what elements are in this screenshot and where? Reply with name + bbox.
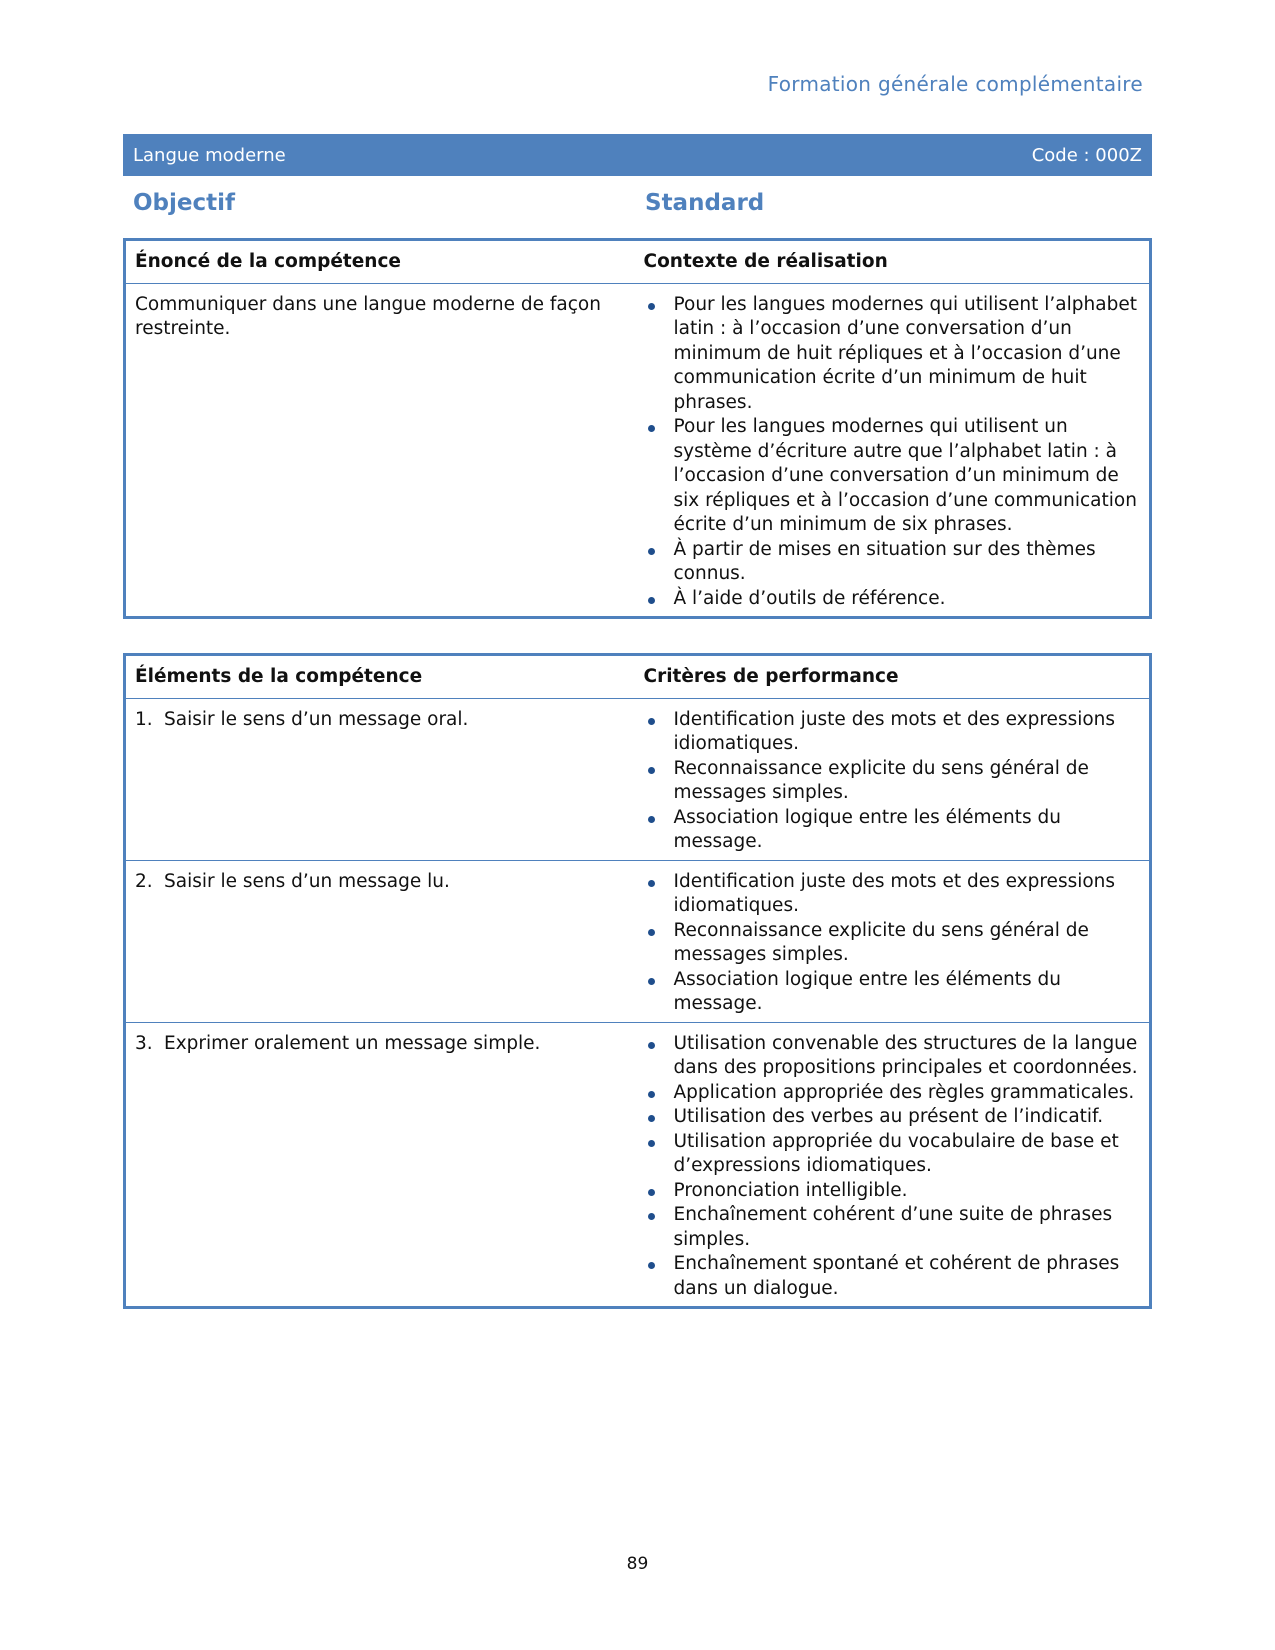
element-text: Saisir le sens d’un message oral. (164, 708, 469, 730)
bullet-icon (648, 718, 655, 725)
bullet-icon (648, 597, 655, 604)
bullet-icon (648, 929, 655, 936)
bullet-icon (648, 1140, 655, 1147)
criteria-cell (635, 1022, 1151, 1308)
competency-statement-table (123, 238, 1152, 619)
list-item: Enchaînement cohérent d’une suite de phrases simples. (644, 1203, 1141, 1252)
list-item: Utilisation appropriée du vocabulaire de base et d’expressions idiomatiques. (644, 1130, 1141, 1179)
element-number: 3. (135, 1032, 153, 1054)
element-text: Exprimer oralement un message simple. (164, 1032, 541, 1054)
standard-heading: Standard (645, 190, 765, 216)
table-row (125, 860, 1151, 1022)
bullet-icon (648, 1213, 655, 1220)
table-header-row (125, 240, 1151, 284)
element-cell (125, 698, 635, 860)
element-number: 2. (135, 870, 153, 892)
running-head: Formation générale complémentaire (767, 72, 1143, 96)
list-item: Identification juste des mots et des expressions idiomatiques. (644, 870, 1141, 919)
page-number: 89 (626, 1554, 649, 1574)
context-header: Contexte de réalisation (635, 240, 1151, 284)
list-item: Pour les langues modernes qui utilisent l’alphabet latin : à l’occasion d’une conversation d’un minimum de huit répliques et à l’occasion d’une communication écrite d’un minimum de huit phrases. (644, 293, 1141, 416)
list-item: Utilisation des verbes au présent de l’indicatif. (644, 1105, 1141, 1130)
table-row (125, 283, 1151, 618)
course-name: Langue moderne (133, 144, 286, 166)
course-title-bar (123, 134, 1152, 176)
bullet-icon (648, 1115, 655, 1122)
list-item: Pour les langues modernes qui utilisent un système d’écriture autre que l’alphabet latin : à l’occasion d’une conversation d’un minimum de six répliques et à l’occasion d’une communication écrite d’un minimum de six phrases. (644, 415, 1141, 538)
list-item: Identification juste des mots et des expressions idiomatiques. (644, 708, 1141, 757)
criteria-cell (635, 698, 1151, 860)
context-cell (635, 283, 1151, 618)
table-row (125, 698, 1151, 860)
bullet-icon (648, 978, 655, 985)
context-list (644, 293, 1141, 612)
element-number: 1. (135, 708, 153, 730)
criteria-list (644, 1032, 1141, 1302)
table-header-row (125, 655, 1151, 699)
element-text: Saisir le sens d’un message lu. (164, 870, 450, 892)
list-item: Prononciation intelligible. (644, 1179, 1141, 1204)
list-item: Reconnaissance explicite du sens général de messages simples. (644, 919, 1141, 968)
list-item: Application appropriée des règles grammaticales. (644, 1081, 1141, 1106)
table-row (125, 1022, 1151, 1308)
statement-header: Énoncé de la compétence (125, 240, 635, 284)
bullet-icon (648, 548, 655, 555)
list-item: À partir de mises en situation sur des thèmes connus. (644, 538, 1141, 587)
competency-elements-table (123, 653, 1152, 1309)
objective-heading: Objectif (133, 190, 236, 216)
criteria-list (644, 708, 1141, 855)
list-item: Enchaînement spontané et cohérent de phrases dans un dialogue. (644, 1252, 1141, 1301)
element-cell (125, 860, 635, 1022)
bullet-icon (648, 1091, 655, 1098)
criteria-header: Critères de performance (635, 655, 1151, 699)
bullet-icon (648, 425, 655, 432)
list-item: Reconnaissance explicite du sens général de messages simples. (644, 757, 1141, 806)
element-cell (125, 1022, 635, 1308)
bullet-icon (648, 303, 655, 310)
bullet-icon (648, 1189, 655, 1196)
elements-header: Éléments de la compétence (125, 655, 635, 699)
bullet-icon (648, 1262, 655, 1269)
competency-statement: Communiquer dans une langue moderne de façon restreinte. (135, 293, 601, 339)
list-item: Utilisation convenable des structures de la langue dans des propositions principales et coordonnées. (644, 1032, 1141, 1081)
criteria-list (644, 870, 1141, 1017)
bullet-icon (648, 880, 655, 887)
bullet-icon (648, 816, 655, 823)
list-item: À l’aide d’outils de référence. (644, 587, 1141, 612)
bullet-icon (648, 1042, 655, 1049)
criteria-cell (635, 860, 1151, 1022)
course-code: Code : 000Z (1031, 144, 1142, 166)
section-headings (123, 188, 1152, 228)
list-item: Association logique entre les éléments du message. (644, 806, 1141, 855)
list-item: Association logique entre les éléments du message. (644, 968, 1141, 1017)
bullet-icon (648, 767, 655, 774)
